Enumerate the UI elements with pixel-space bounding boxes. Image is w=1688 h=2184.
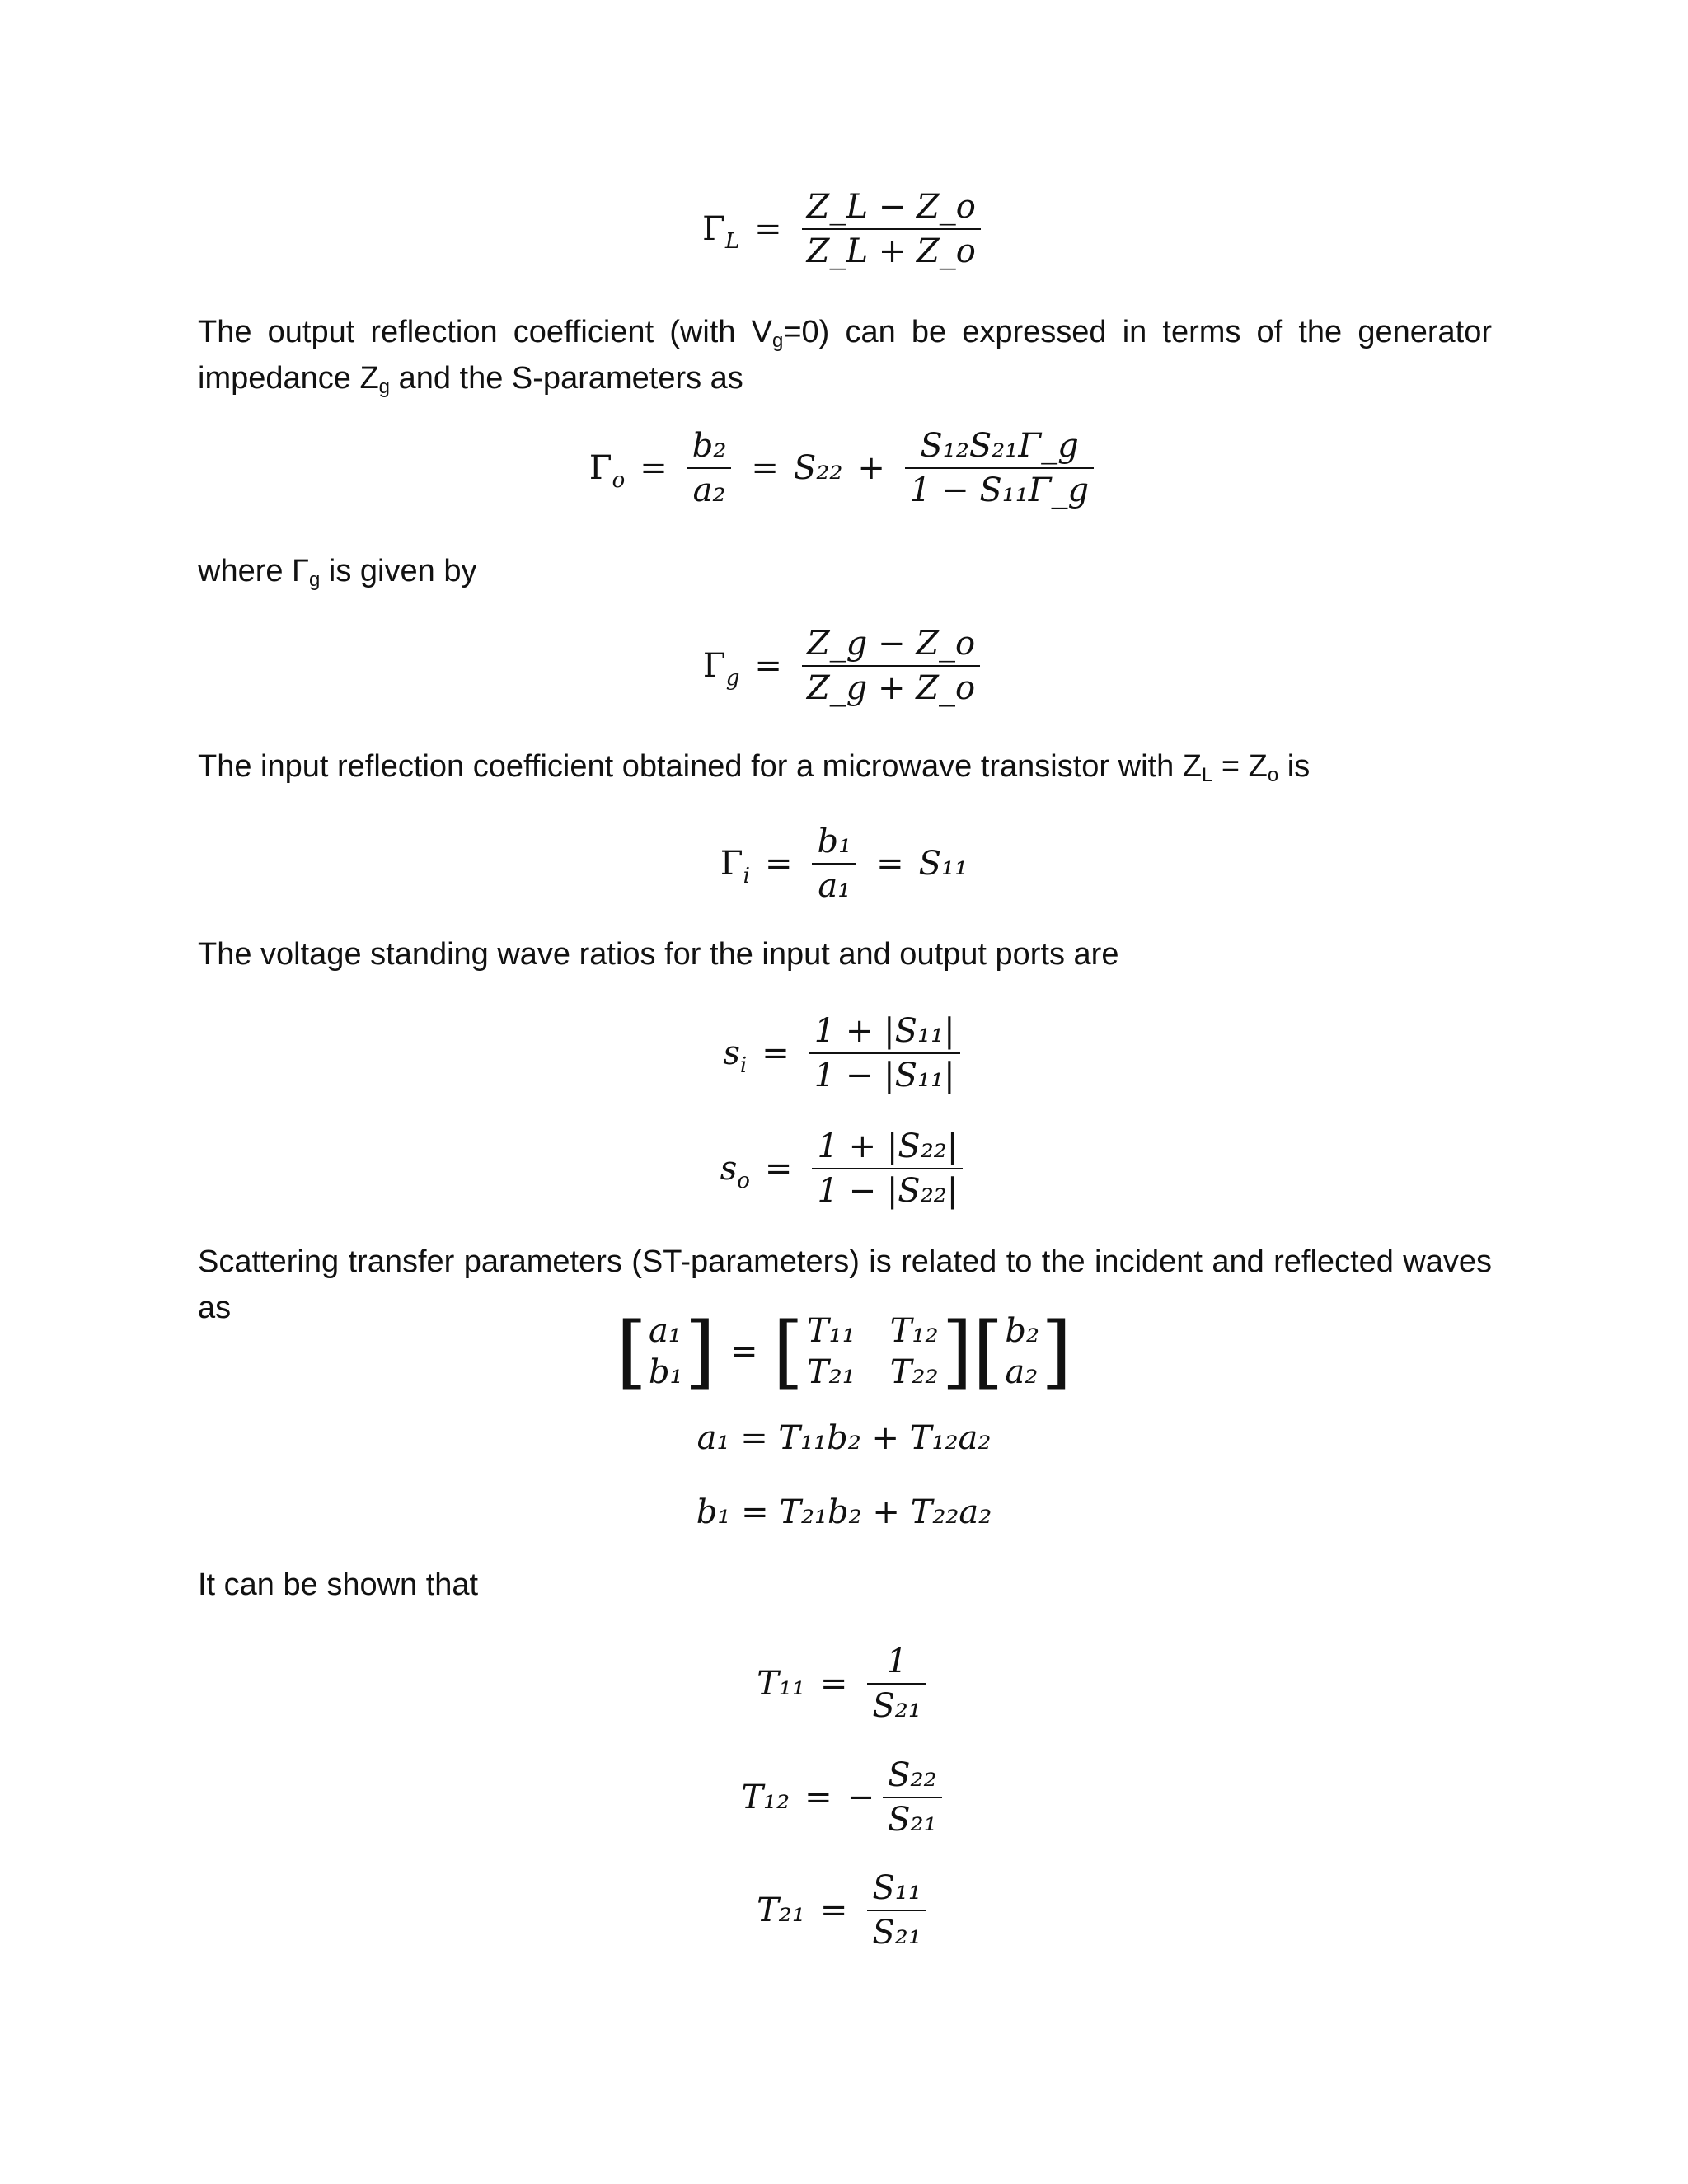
eq10-fraction: $\frac{1}{\text{S₂₁}}$ [867, 1640, 926, 1727]
paragraph-input-reflection: The input reflection coefficient obtained for a microwave transistor with $Z_L = Z_o$ is [198, 749, 1311, 786]
eq11-fraction: $\frac{\text{S₂₂}}{\text{S₂₁}}$ [883, 1754, 941, 1841]
eq6-lhs: $s_o$ [720, 1150, 750, 1193]
eq11-lhs: T₁₂ [741, 1779, 790, 1816]
equation-a1: a₁ = T₁₁b₂ + T₁₂a₂ [696, 1419, 992, 1457]
eq1-denominator: Z_L + Z_o [806, 232, 976, 270]
eq1-lhs: $\Gamma_L$ [702, 210, 740, 254]
eq2-s22: S₂₂ [793, 449, 843, 487]
eq2-fraction-1: $\frac{\text{b₂}}{\text{a₂}}$ [687, 424, 732, 512]
eq3-lhs: $\Gamma_g$ [702, 647, 740, 691]
eq6-fraction: $\frac{\text{1 + |S₂₂|}}{\text{1 − |S₂₂|}}$ [812, 1125, 963, 1212]
eq5-fraction: $\frac{\text{1 + |S₁₁|}}{\text{1 − |S₁₁|}}$ [809, 1010, 960, 1097]
paragraph-it-can-be-shown: It can be shown that [198, 1568, 479, 1602]
matrix-T: [ T₁₁ T₁₂ T₂₁ T₂₂ ] [772, 1305, 973, 1398]
eq12-fraction: $\frac{\text{S₁₁}}{\text{S₂₁}}$ [867, 1867, 926, 1954]
eq3-fraction: $\frac{Z\_g - Z\_o}{Z\_g + Z\_o}$ [802, 622, 980, 710]
eq4-fraction: $\frac{\text{b₁}}{\text{a₁}}$ [812, 820, 856, 907]
paragraph-output-reflection: The output reflection coefficient (with $V_g=0$) can be expressed in terms of the generator impedance $Z_g$ and the S-parameters as [198, 315, 1492, 398]
paragraph-where-gamma-g: where $\Gamma_g$ is given by [198, 554, 477, 591]
equation-T12: T₁₂ = − $\frac{\text{S₂₂}}{\text{S₂₁}}$ [0, 1754, 1688, 1841]
equation-T21: T₂₁ = $\frac{\text{S₁₁}}{\text{S₂₁}}$ [0, 1867, 1688, 1954]
eq1-numerator: Z_L − Z_o [806, 188, 976, 226]
equation-b1: b₁ = T₂₁b₂ + T₂₂a₂ [696, 1493, 992, 1531]
equation-gamma-o: $\Gamma_o$ = $\frac{\text{b₂}}{\text{a₂}}$ = S₂₂ + $\frac{\text{S₁₂S₂₁Γ\_g}}{\text{1 − S₁₁Γ\_g}}$ [0, 424, 1688, 512]
equation-gamma-L: $\Gamma_L$ = $\frac{Z\_L - Z\_o}{Z\_L + Z\_o}$ [0, 185, 1688, 273]
eq2-fraction-2: $\frac{\text{S₁₂S₂₁Γ\_g}}{\text{1 − S₁₁Γ\_g}}$ [905, 424, 1094, 512]
eq10-lhs: T₁₁ [757, 1665, 805, 1703]
eq12-lhs: T₂₁ [757, 1891, 805, 1929]
eq4-rhs: S₁₁ [918, 845, 968, 883]
equation-s-o: $s_o$ = $\frac{\text{1 + |S₂₂|}}{\text{1 − |S₂₂|}}$ [0, 1125, 1688, 1212]
eq4-lhs: $\Gamma_i$ [720, 845, 750, 888]
vector-b2-a2: [ b₂ a₂ ] [972, 1305, 1072, 1398]
equation-T11: T₁₁ = $\frac{1}{\text{S₂₁}}$ [0, 1640, 1688, 1727]
paragraph-vswr: The voltage standing wave ratios for the input and output ports are [198, 937, 1119, 972]
equation-gamma-i: $\Gamma_i$ = $\frac{\text{b₁}}{\text{a₁}}$ = S₁₁ [0, 820, 1688, 907]
paragraph-st-parameters: Scattering transfer parameters (ST-parameters) is related to the incident and reflected waves as [198, 1244, 1492, 1325]
equation-s-i: $s_i$ = $\frac{\text{1 + |S₁₁|}}{\text{1 − |S₁₁|}}$ [0, 1010, 1688, 1097]
eq1-fraction [802, 185, 981, 273]
vector-a1-b1: [ a₁ b₁ ] [616, 1305, 716, 1398]
eq2-lhs: $\Gamma_o$ [588, 449, 626, 493]
equation-gamma-g: $\Gamma_g$ = $\frac{Z\_g - Z\_o}{Z\_g + Z\_o}$ [0, 622, 1688, 710]
equation-matrix: [ a₁ b₁ ] = [ T₁₁ T₁₂ T₂₁ T₂₂ ] [ b₂ a₂ ] [616, 1305, 1072, 1398]
eq5-lhs: $s_i$ [723, 1034, 748, 1078]
